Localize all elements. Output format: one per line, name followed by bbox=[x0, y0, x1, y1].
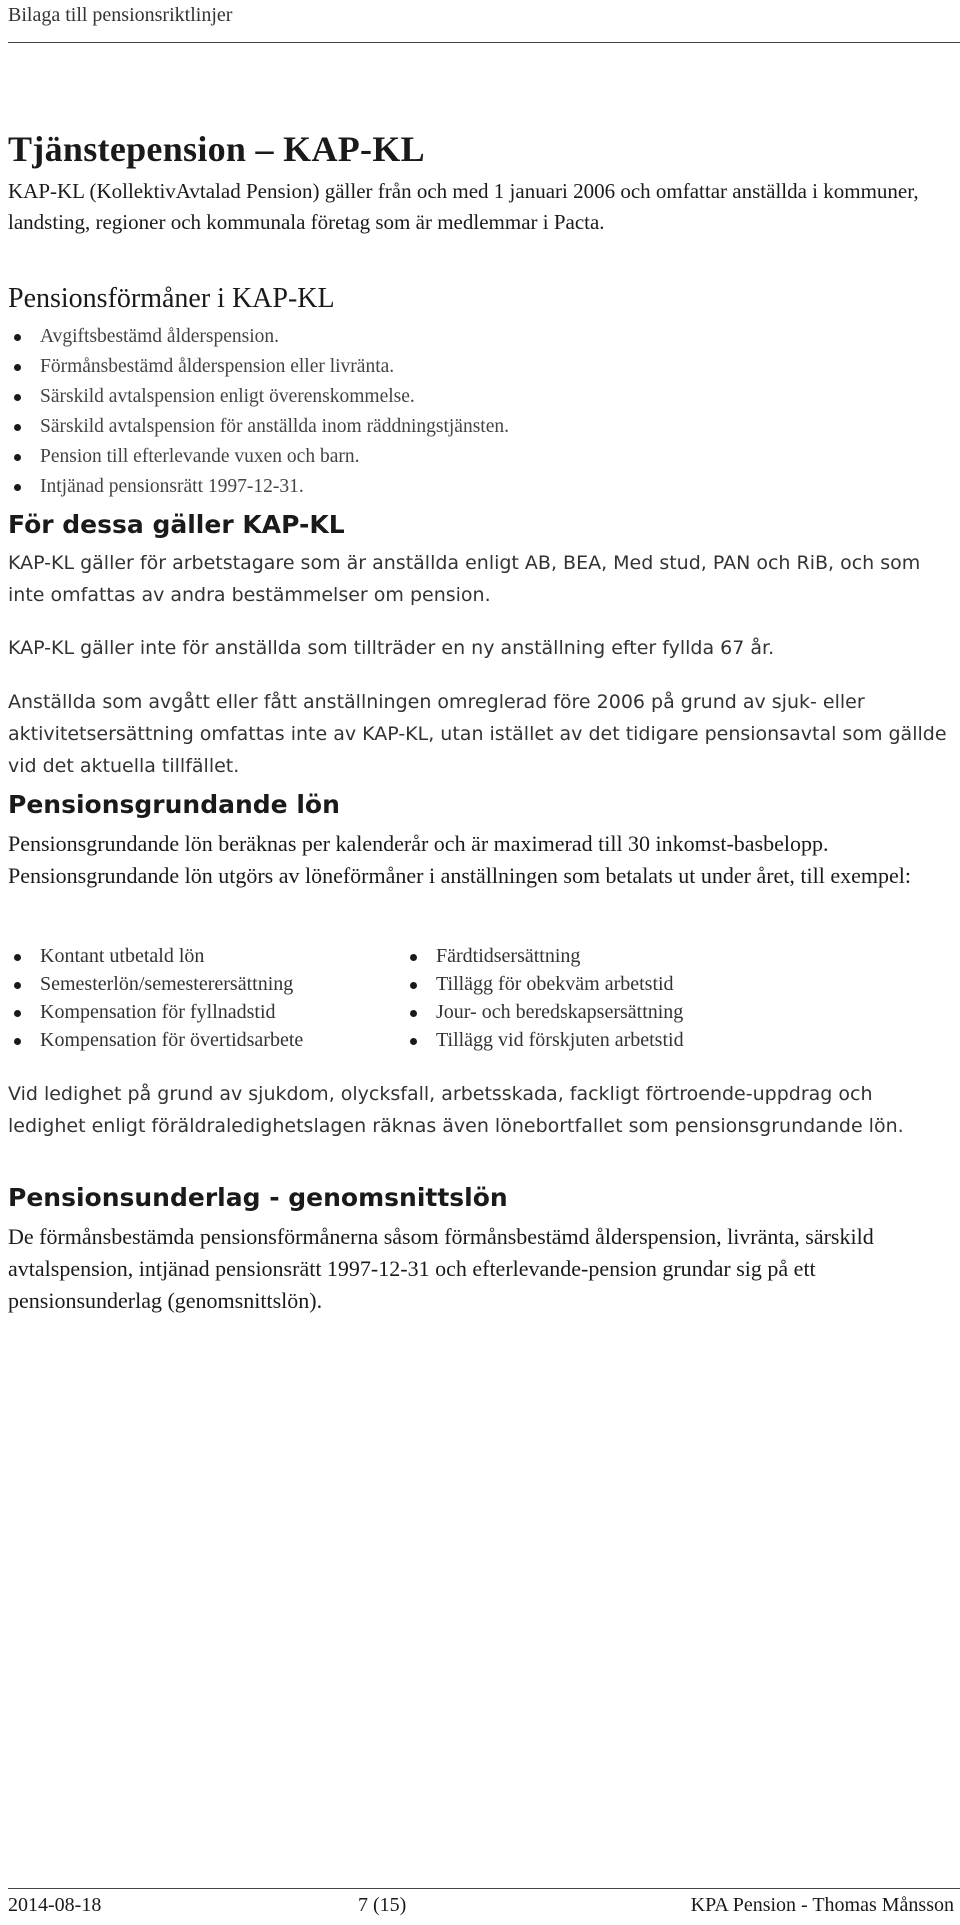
applies-paragraph-3: Anställda som avgått eller fått anställningen omreglerad före 2006 på grund av sjuk- eller aktivitetsersättning omfattas inte av KAP-KL, utan istället av det tidigare pensionsavtal som gällde vid det aktuella tillfället. bbox=[8, 691, 947, 777]
footer-date: 2014-08-18 bbox=[8, 1894, 102, 1916]
basis-heading: Pensionsunderlag - genomsnittslön bbox=[8, 1183, 508, 1212]
salary-paragraph-1: Pensionsgrundande lön beräknas per kalenderår och är maximerad till 30 inkomst-basbelopp. Pensionsgrundande lön utgörs av löneförmåner i anställningen som betalats ut under året, till exempel: bbox=[8, 831, 911, 888]
list-item: Kompensation för övertidsarbete bbox=[8, 1026, 408, 1054]
list-item: Semesterlön/semesterersättning bbox=[8, 970, 408, 998]
list-item: Jour- och beredskapsersättning bbox=[404, 998, 804, 1026]
footer-divider bbox=[8, 1888, 960, 1889]
footer-page-number: 7 (15) bbox=[358, 1894, 407, 1916]
salary-paragraph-2: Vid ledighet på grund av sjukdom, olycksfall, arbetsskada, fackligt förtroende-uppdrag och ledighet enligt föräldraledighetslagen räknas även lönebortfallet som pensionsgrundande lön. bbox=[8, 1083, 904, 1137]
salary-list-right bbox=[404, 942, 804, 1054]
list-item: Särskild avtalspension enligt överenskommelse. bbox=[8, 382, 509, 412]
list-item: Tillägg för obekväm arbetstid bbox=[404, 970, 804, 998]
basis-paragraph: De förmånsbestämda pensionsförmånerna såsom förmånsbestämd ålderspension, livränta, särskild avtalspension, intjänad pensionsrätt 1997-12-31 och efterlevande-pension grundar sig på ett pensionsunderlag (genomsnittslön). bbox=[8, 1224, 874, 1313]
list-item: Särskild avtalspension för anställda inom räddningstjänsten. bbox=[8, 412, 509, 442]
list-item: Kontant utbetald lön bbox=[8, 942, 408, 970]
applies-paragraph-2: KAP-KL gäller inte för anställda som tillträder en ny anställning efter fyllda 67 år. bbox=[8, 637, 775, 659]
list-item: Intjänad pensionsrätt 1997-12-31. bbox=[8, 472, 509, 502]
list-item: Tillägg vid förskjuten arbetstid bbox=[404, 1026, 804, 1054]
document-title: Tjänstepension – KAP-KL bbox=[8, 129, 425, 169]
list-item: Kompensation för fyllnadstid bbox=[8, 998, 408, 1026]
footer-author: KPA Pension - Thomas Månsson bbox=[690, 1894, 954, 1916]
salary-heading: Pensionsgrundande lön bbox=[8, 790, 340, 819]
list-item: Avgiftsbestämd ålderspension. bbox=[8, 322, 509, 352]
header-divider bbox=[8, 42, 960, 43]
benefits-list bbox=[8, 322, 509, 502]
intro-paragraph: KAP-KL (KollektivAvtalad Pension) gäller från och med 1 januari 2006 och omfattar anställda i kommuner, landsting, regioner och kommunala företag som är medlemmar i Pacta. bbox=[8, 179, 919, 234]
benefits-heading: Pensionsförmåner i KAP-KL bbox=[8, 283, 335, 314]
page-header: Bilaga till pensionsriktlinjer bbox=[8, 4, 233, 26]
applies-paragraph-1: KAP-KL gäller för arbetstagare som är anställda enligt AB, BEA, Med stud, PAN och RiB, och som inte omfattas av andra bestämmelser om pension. bbox=[8, 552, 921, 606]
list-item: Färdtidsersättning bbox=[404, 942, 804, 970]
salary-list-left bbox=[8, 942, 408, 1054]
applies-heading: För dessa gäller KAP-KL bbox=[8, 510, 345, 539]
list-item: Förmånsbestämd ålderspension eller livränta. bbox=[8, 352, 509, 382]
list-item: Pension till efterlevande vuxen och barn. bbox=[8, 442, 509, 472]
